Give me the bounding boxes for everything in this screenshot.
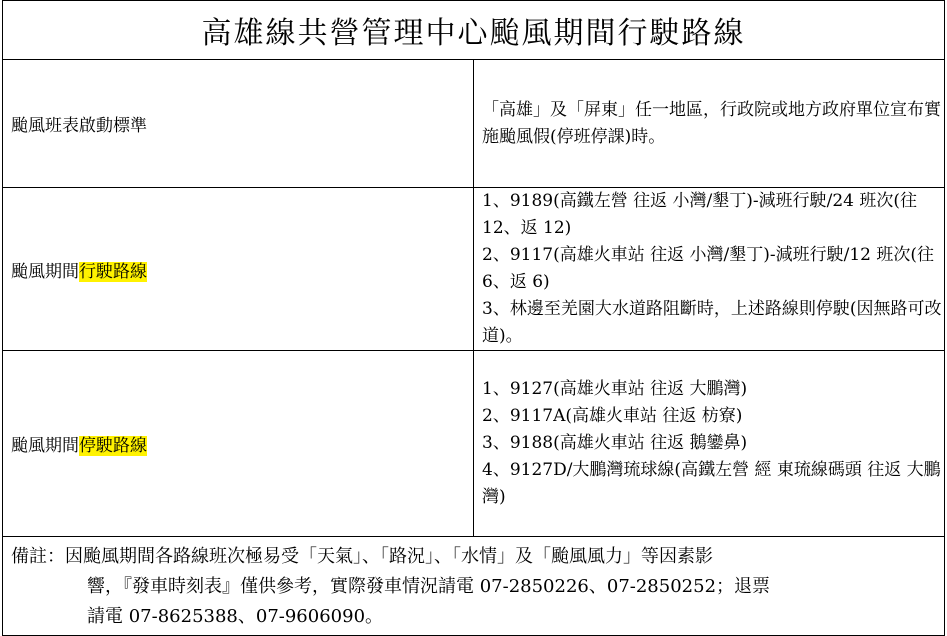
note-line-1 (11, 542, 936, 572)
row-label-operating (3, 188, 474, 351)
note-cell (3, 537, 945, 636)
label-highlight: 停駛路線 (79, 436, 147, 456)
label-text: 颱風班表啟動標準 (11, 116, 147, 136)
route-line: 3、林邊至羌園大水道路阻斷時，上述路線則停駛(因無路可改道)。 (482, 299, 942, 346)
table-row-activation (3, 60, 945, 188)
label-prefix: 颱風期間 (11, 436, 79, 456)
route-line: 4、9127D/大鵬灣琉球線(高鐵左營 經 東琉線碼頭 往返 大鵬灣) (482, 460, 941, 507)
title-text: 高雄線共營管理中心颱風期間行駛路線 (201, 16, 746, 51)
route-line: 3、9188(高雄火車站 往返 鵝鑾鼻) (482, 433, 748, 453)
note-label: 備註： (11, 546, 65, 567)
page-title (3, 1, 945, 60)
route-line: 1、9189(高鐵左營 往返 小灣/墾丁)-減班行駛/24 班次(往 12、返 12) (482, 191, 918, 238)
route-line: 1、9127(高雄火車站 往返 大鵬灣) (482, 379, 748, 399)
row-label-suspended (3, 351, 474, 537)
label-highlight: 行駛路線 (79, 261, 147, 282)
note-line-3: 請電 07-8625388、07-9606090。 (87, 606, 384, 627)
note-text: 因颱風期間各路線班次極易受「天氣」、「路況」、「水情」及「颱風風力」等因素影 (65, 546, 713, 567)
table-row-note (3, 537, 945, 636)
label-prefix: 颱風期間 (11, 261, 79, 282)
content-line: 「高雄」及「屏東」任一地區，行政院或地方政府單位宣布實施颱風假(停班停課)時。 (482, 99, 941, 147)
route-line: 2、9117(高雄火車站 往返 小灣/墾丁)-減班行駛/12 班次(往 6、返 6) (482, 245, 935, 292)
row-content-activation (474, 60, 945, 188)
table-row-operating-routes (3, 188, 945, 351)
note-line-2: 響，『發車時刻表』僅供參考，實際發車情況請電 07-2850226、07-2850252；退票 (87, 576, 771, 597)
row-content-suspended (474, 351, 945, 537)
table-row-suspended-routes (3, 351, 945, 537)
route-line: 2、9117A(高雄火車站 往返 枋寮) (482, 406, 743, 426)
row-label-activation (3, 60, 474, 188)
row-content-operating (474, 188, 945, 351)
schedule-table (2, 0, 945, 636)
